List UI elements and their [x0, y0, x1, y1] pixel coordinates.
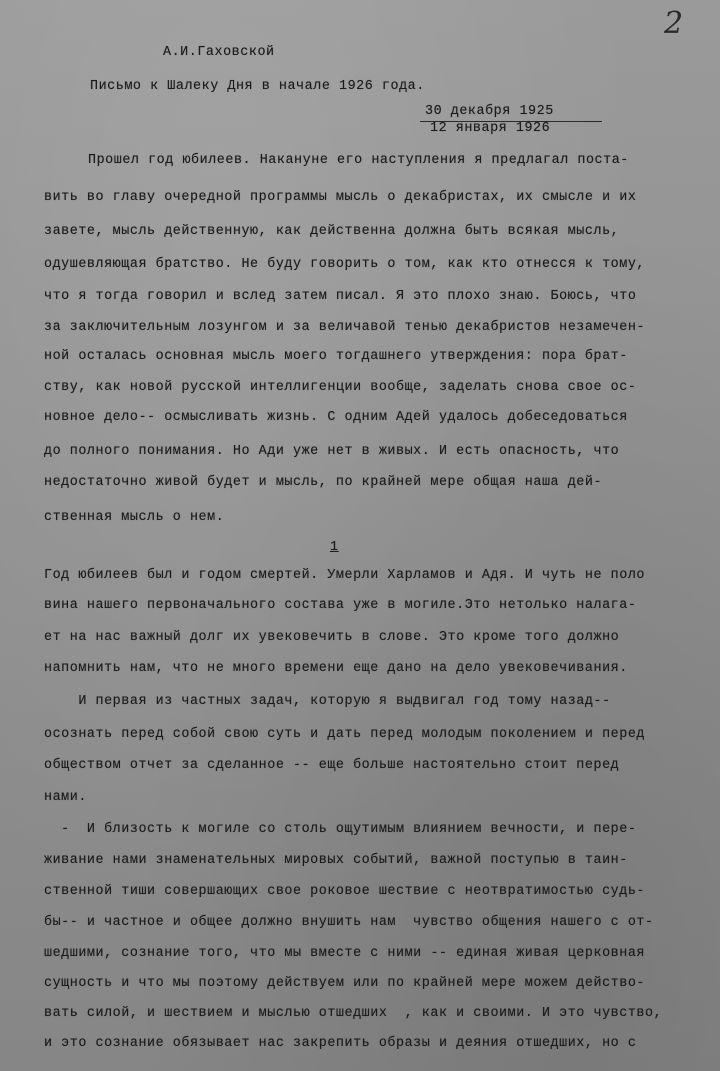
section-number: 1 [330, 540, 339, 555]
text-line: И первая из частных задач, которую я выдвигал год тому назад-- [44, 694, 611, 709]
date-end: 12 января 1926 [430, 121, 551, 136]
text-line: завете, мысль действенную, как действенна должна быть всякая мысль, [44, 224, 620, 239]
text-line: ственная мысль о нем. [44, 510, 225, 525]
text-line: - И близость к могиле со столь ощутимым влиянием вечности, и пере- [44, 822, 637, 837]
text-line: Год юбилеев был и годом смертей. Умерли Харламов и Адя. И чуть не поло [44, 568, 645, 583]
text-line: осознать перед собой свою суть и дать перед молодым поколением и перед [44, 727, 645, 742]
text-line: недостаточно живой будет и мысль, по крайней мере общая наша дей- [44, 475, 603, 490]
text-line: вина нашего первоначального состава уже в могиле.Это нетолько налага- [44, 598, 637, 613]
page-number: 2 [664, 6, 684, 41]
text-line: нами. [44, 790, 87, 805]
text-line: одушевляющая братство. Не буду говорить о том, как кто отнесся к тому, [44, 257, 645, 272]
text-line: ет на нас важный долг их увековечить в слове. Это кроме того должно [44, 630, 620, 645]
text-line: что я тогда говорил и вслед затем писал. Я это плохо знаю. Боюсь, что [44, 289, 637, 304]
text-line: сущность и что мы поэтому действуем или по крайней мере можем действо- [44, 976, 645, 991]
text-line: напомнить нам, что не много времени еще дано на дело увековечивания. [44, 661, 628, 676]
text-line: новное дело-- осмысливать жизнь. С одним Адей удалось добеседоваться [44, 410, 628, 425]
letter-title: Письмо к Шалеку Дня в начале 1926 года. [90, 79, 425, 94]
addressee: А.И.Гаховской [163, 45, 275, 60]
date-start: 30 декабря 1925 [425, 104, 554, 119]
text-line: шедшими, сознание того, что мы вместе с ними -- единая живая церковная [44, 946, 645, 961]
text-line: до полного понимания. Но Ади уже нет в живых. И есть опасность, что [44, 444, 620, 459]
text-line: ству, как новой русской интеллигенции вообще, заделать снова свое ос- [44, 380, 637, 395]
text-line: ной осталась основная мысль моего тогдашнего утверждения: пора брат- [44, 349, 628, 364]
text-line: ственной тиши совершающих свое роковое шествие с неотвратимостью судь- [44, 884, 645, 899]
text-line: бы-- и частное и общее должно внушить нам чувство общения нашего с от- [44, 915, 654, 930]
text-line: Прошел год юбилеев. Накануне его наступления я предлагал поста- [88, 153, 629, 168]
text-line: вить во главу очередной программы мысль о декабристах, их смысле и их [44, 190, 637, 205]
text-line: вать силой, и шествием и мыслью отшедших , как и своими. И это чувство, [44, 1006, 663, 1021]
text-line: обществом отчет за сделанное -- еще больше настоятельно стоит перед [44, 758, 620, 773]
text-line: и это сознание обязывает нас закрепить образы и деяния отшедших, но с [44, 1036, 637, 1051]
text-line: за заключительным лозунгом и за величавой тенью декабристов незамечен- [44, 320, 645, 335]
text-line: живание нами знаменательных мировых событий, важной поступью в таин- [44, 853, 628, 868]
